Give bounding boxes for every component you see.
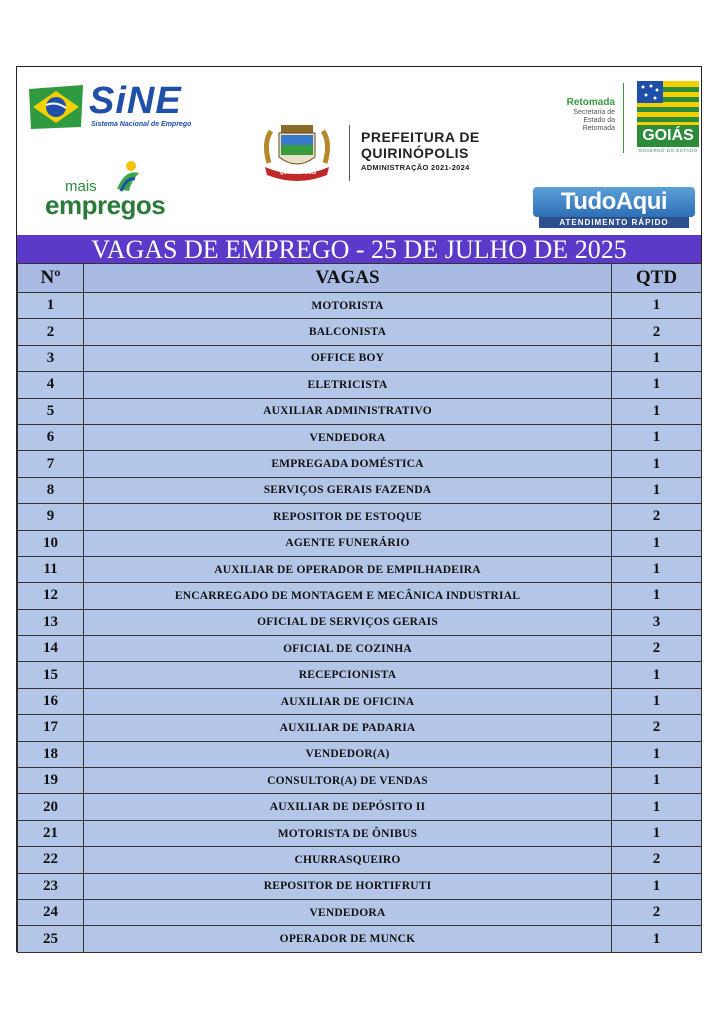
seal-ribbon-text: QUIRINÓPOLIS xyxy=(279,170,317,176)
row-qtd: 2 xyxy=(612,319,702,345)
row-vaga: SERVIÇOS GERAIS FAZENDA xyxy=(84,477,612,503)
row-qtd: 2 xyxy=(612,636,702,662)
mais-empregos-logo xyxy=(43,159,183,223)
row-number: 19 xyxy=(18,768,84,794)
table-row xyxy=(18,424,702,450)
table-row xyxy=(18,688,702,714)
table-row xyxy=(18,847,702,873)
row-number: 4 xyxy=(18,372,84,398)
row-vaga: AGENTE FUNERÁRIO xyxy=(84,530,612,556)
tudo-aqui-title: TudoAqui xyxy=(533,187,695,217)
table-row xyxy=(18,926,702,952)
row-qtd: 1 xyxy=(612,556,702,582)
row-number: 21 xyxy=(18,820,84,846)
retomada-divider xyxy=(623,83,624,153)
table-row xyxy=(18,609,702,635)
row-vaga: OFFICE BOY xyxy=(84,345,612,371)
row-vaga: REPOSITOR DE ESTOQUE xyxy=(84,504,612,530)
row-qtd: 1 xyxy=(612,820,702,846)
document-sheet xyxy=(16,66,702,952)
row-number: 14 xyxy=(18,636,84,662)
row-number: 2 xyxy=(18,319,84,345)
row-qtd: 2 xyxy=(612,847,702,873)
row-number: 7 xyxy=(18,451,84,477)
row-vaga: AUXILIAR DE OPERADOR DE EMPILHADEIRA xyxy=(84,556,612,582)
row-qtd: 1 xyxy=(612,398,702,424)
row-qtd: 3 xyxy=(612,609,702,635)
row-qtd: 2 xyxy=(612,504,702,530)
row-vaga: VENDEDORA xyxy=(84,424,612,450)
table-row xyxy=(18,293,702,319)
row-vaga: REPOSITOR DE HORTIFRUTI xyxy=(84,873,612,899)
table-header-row xyxy=(18,264,702,293)
row-vaga: AUXILIAR ADMINISTRATIVO xyxy=(84,398,612,424)
table-row xyxy=(18,636,702,662)
row-qtd: 1 xyxy=(612,926,702,952)
page-title: VAGAS DE EMPREGO - 25 DE JULHO DE 2025 xyxy=(17,235,701,263)
table-row xyxy=(18,820,702,846)
row-qtd: 1 xyxy=(612,873,702,899)
table-row xyxy=(18,451,702,477)
row-vaga: OFICIAL DE SERVIÇOS GERAIS xyxy=(84,609,612,635)
prefeitura-line3: ADMINISTRAÇÃO 2021-2024 xyxy=(361,163,470,172)
row-number: 5 xyxy=(18,398,84,424)
row-qtd: 1 xyxy=(612,794,702,820)
row-number: 18 xyxy=(18,741,84,767)
table-row xyxy=(18,583,702,609)
row-vaga: OPERADOR DE MUNCK xyxy=(84,926,612,952)
table-row xyxy=(18,768,702,794)
table-row xyxy=(18,873,702,899)
row-qtd: 1 xyxy=(612,583,702,609)
row-number: 23 xyxy=(18,873,84,899)
prefeitura-line1: PREFEITURA DE xyxy=(361,129,480,145)
row-number: 15 xyxy=(18,662,84,688)
table-row xyxy=(18,319,702,345)
row-vaga: VENDEDOR(A) xyxy=(84,741,612,767)
retomada-goias-logo xyxy=(557,81,701,161)
row-number: 24 xyxy=(18,899,84,925)
row-number: 22 xyxy=(18,847,84,873)
table-row xyxy=(18,662,702,688)
table-row xyxy=(18,345,702,371)
row-number: 1 xyxy=(18,293,84,319)
retomada-text xyxy=(557,97,615,133)
table-row xyxy=(18,741,702,767)
row-vaga: AUXILIAR DE OFICINA xyxy=(84,688,612,714)
retomada-sub2: Estado da xyxy=(583,117,615,124)
row-number: 12 xyxy=(18,583,84,609)
goias-subtitle: GOVERNO DO ESTADO xyxy=(638,148,698,153)
row-vaga: AUXILIAR DE PADARIA xyxy=(84,715,612,741)
row-vaga: RECEPCIONISTA xyxy=(84,662,612,688)
retomada-sub1: Secretaria de xyxy=(573,109,615,116)
row-qtd: 1 xyxy=(612,372,702,398)
row-qtd: 2 xyxy=(612,899,702,925)
brazil-flag-icon xyxy=(27,83,85,131)
retomada-sub3: Retomada xyxy=(582,125,615,132)
row-number: 11 xyxy=(18,556,84,582)
table-row xyxy=(18,556,702,582)
row-qtd: 1 xyxy=(612,293,702,319)
retomada-title: Retomada xyxy=(566,97,615,108)
sine-logo xyxy=(27,81,207,133)
row-vaga: BALCONISTA xyxy=(84,319,612,345)
goias-label: GOIÁS xyxy=(637,125,699,147)
row-vaga: AUXILIAR DE DEPÓSITO II xyxy=(84,794,612,820)
row-qtd: 1 xyxy=(612,451,702,477)
row-number: 10 xyxy=(18,530,84,556)
row-qtd: 1 xyxy=(612,688,702,714)
table-row xyxy=(18,398,702,424)
row-qtd: 1 xyxy=(612,768,702,794)
tudo-aqui-logo xyxy=(533,187,695,229)
header-num: Nº xyxy=(18,264,84,293)
header-logos xyxy=(17,67,701,235)
row-vaga: MOTORISTA DE ÔNIBUS xyxy=(84,820,612,846)
jobs-table xyxy=(17,263,702,953)
prefeitura-logo xyxy=(257,123,497,185)
row-vaga: OFICIAL DE COZINHA xyxy=(84,636,612,662)
row-number: 13 xyxy=(18,609,84,635)
row-qtd: 1 xyxy=(612,741,702,767)
table-row xyxy=(18,504,702,530)
row-number: 8 xyxy=(18,477,84,503)
table-row xyxy=(18,530,702,556)
prefeitura-line2: QUIRINÓPOLIS xyxy=(361,145,469,161)
row-qtd: 1 xyxy=(612,530,702,556)
row-number: 20 xyxy=(18,794,84,820)
row-number: 9 xyxy=(18,504,84,530)
row-vaga: EMPREGADA DOMÉSTICA xyxy=(84,451,612,477)
row-vaga: MOTORISTA xyxy=(84,293,612,319)
tudo-aqui-subtitle: ATENDIMENTO RÁPIDO xyxy=(539,217,689,228)
row-qtd: 1 xyxy=(612,424,702,450)
table-row xyxy=(18,899,702,925)
row-number: 25 xyxy=(18,926,84,952)
table-row xyxy=(18,715,702,741)
row-vaga: VENDEDORA xyxy=(84,899,612,925)
row-vaga: ELETRICISTA xyxy=(84,372,612,398)
row-number: 17 xyxy=(18,715,84,741)
row-qtd: 2 xyxy=(612,715,702,741)
empregos-text: empregos xyxy=(45,190,166,220)
table-row xyxy=(18,794,702,820)
row-qtd: 1 xyxy=(612,662,702,688)
sine-subtitle: Sistema Nacional de Emprego xyxy=(91,121,192,128)
table-row xyxy=(18,372,702,398)
header-qtd: QTD xyxy=(612,264,702,293)
mais-text: mais xyxy=(65,178,97,195)
row-vaga: CHURRASQUEIRO xyxy=(84,847,612,873)
row-vaga: ENCARREGADO DE MONTAGEM E MECÂNICA INDUSTRIAL xyxy=(84,583,612,609)
row-number: 3 xyxy=(18,345,84,371)
prefeitura-divider xyxy=(349,125,350,181)
row-qtd: 1 xyxy=(612,345,702,371)
row-number: 6 xyxy=(18,424,84,450)
header-vaga: VAGAS xyxy=(84,264,612,293)
table-body xyxy=(18,293,702,953)
sine-title: SiNE xyxy=(89,80,182,122)
row-vaga: CONSULTOR(A) DE VENDAS xyxy=(84,768,612,794)
row-number: 16 xyxy=(18,688,84,714)
row-qtd: 1 xyxy=(612,477,702,503)
table-row xyxy=(18,477,702,503)
prefeitura-text xyxy=(361,129,480,173)
